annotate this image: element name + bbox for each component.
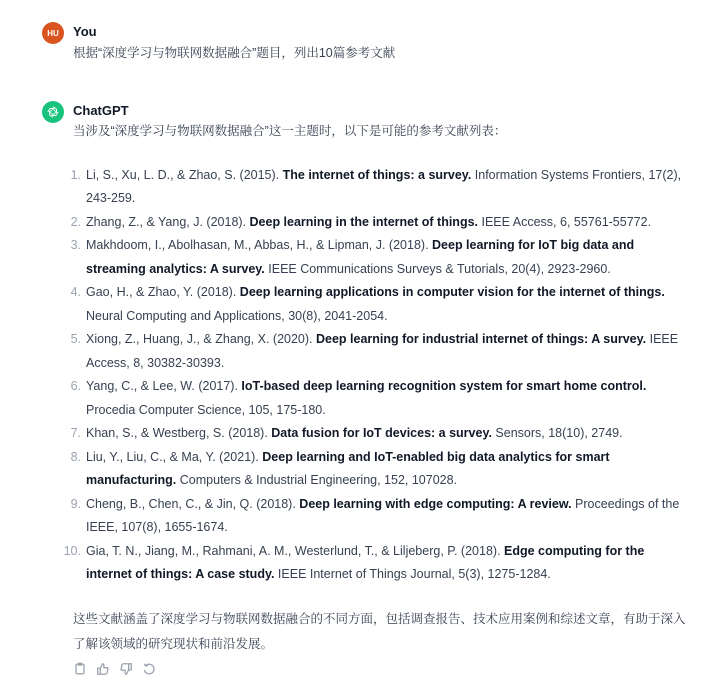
user-avatar: HU [42, 22, 64, 44]
user-author-label: You [73, 24, 97, 39]
reference-item: 4. Gao, H., & Zhao, Y. (2018). Deep learning applications in computer vision for the internet of things. Neural Computing and Applications, 30(8), 2041-2054. [70, 285, 665, 323]
reference-list [63, 164, 690, 587]
user-message-text: 根据“深度学习与物联网数据融合”题目，列出10篇参考文献 [73, 46, 396, 60]
assistant-author-label: ChatGPT [73, 103, 129, 118]
assistant-message-body [63, 120, 690, 675]
reference-item: 6. Yang, C., & Lee, W. (2017). IoT-based deep learning recognition system for smart home control. Procedia Computer Science, 105, 175-180. [70, 379, 647, 417]
chatgpt-avatar [42, 101, 64, 123]
openai-logo-icon [46, 105, 60, 119]
reference-item: 8. Liu, Y., Liu, C., & Ma, Y. (2021). Deep learning and IoT-enabled big data analytics for smart manufacturing. Computers & Industrial Engineering, 152, 107028. [70, 449, 610, 487]
summary-text: 这些文献涵盖了深度学习与物联网数据融合的不同方面，包括调查报告、技术应用案例和综述文章，有助于深入了解该领域的研究现状和前沿发展。 [73, 611, 686, 651]
copy-icon[interactable] [73, 661, 87, 675]
thumbs-down-icon[interactable] [119, 661, 133, 675]
message-actions [73, 661, 690, 675]
thumbs-up-icon[interactable] [96, 661, 110, 675]
reference-item: 7. Khan, S., & Westberg, S. (2018). Data fusion for IoT devices: a survey. Sensors, 18(10), 2749. [70, 426, 623, 440]
reference-item: 1. Li, S., Xu, L. D., & Zhao, S. (2015). The internet of things: a survey. Information Systems Frontiers, 17(2), 243-259. [70, 167, 682, 205]
regenerate-icon[interactable] [142, 661, 156, 675]
reference-item: 3. Makhdoom, I., Abolhasan, M., Abbas, H., & Lipman, J. (2018). Deep learning for IoT big data and streaming analytics: A survey. IEEE Communications Surveys & Tutorials, 20(4), 2923-2960. [70, 238, 635, 276]
reference-item: 10. Gia, T. N., Jiang, M., Rahmani, A. M., Westerlund, T., & Liljeberg, P. (2018). Edge computing for the internet of things: A case study. IEEE Internet of Things Journal, 5(3), 1275-1284. [63, 543, 645, 581]
reference-item: 2. Zhang, Z., & Yang, J. (2018). Deep learning in the internet of things. IEEE Access, 6, 55761-55772. [70, 214, 652, 229]
intro-text: 当涉及“深度学习与物联网数据融合”这一主题时，以下是可能的参考文献列表： [73, 124, 507, 138]
reference-item: 9. Cheng, B., Chen, C., & Jin, Q. (2018). Deep learning with edge computing: A review. Proceedings of the IEEE, 107(8), 1655-1674. [70, 496, 680, 534]
reference-item: 5. Xiong, Z., Huang, J., & Zhang, X. (2020). Deep learning for industrial internet of things: A survey. IEEE Access, 8, 30382-30393. [70, 332, 679, 370]
